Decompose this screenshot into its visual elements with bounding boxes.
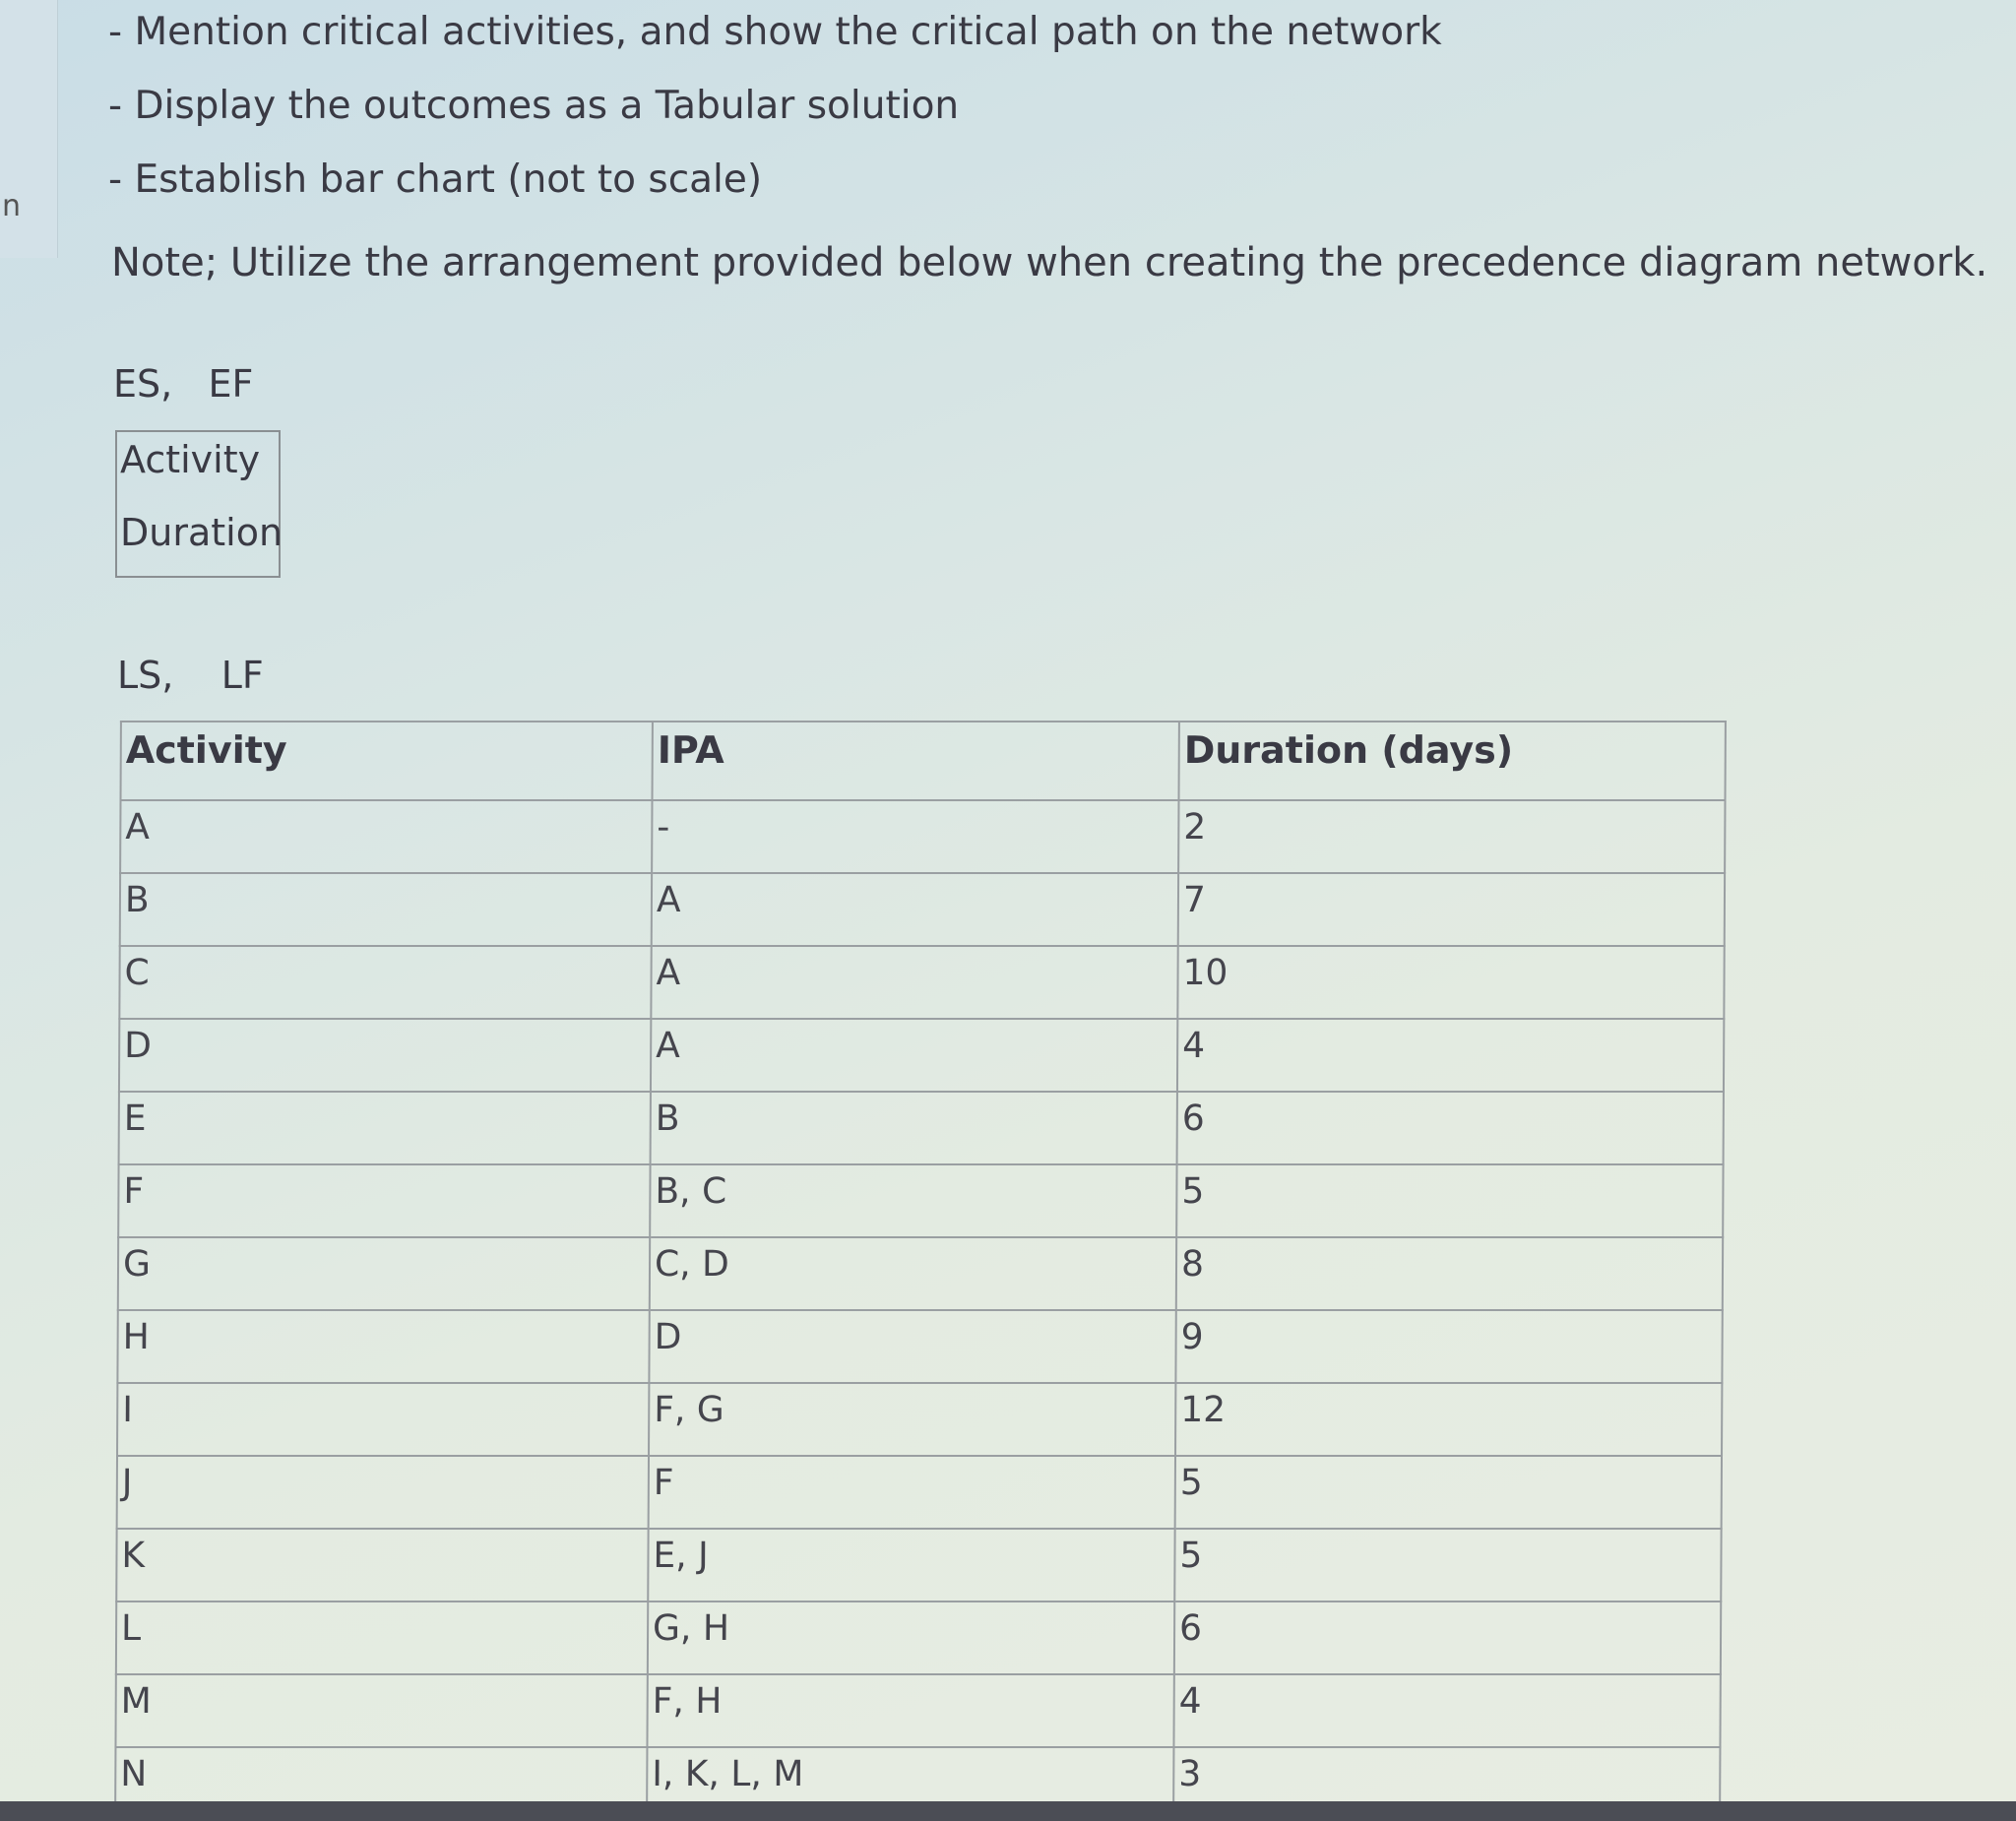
table-row (120, 873, 1725, 946)
instructions-list (108, 10, 1442, 235)
cell-activity: L (116, 1601, 648, 1674)
cell-ipa: I, K, L, M (647, 1747, 1173, 1820)
cell-duration: 5 (1175, 1456, 1722, 1529)
cell-ipa: C, D (650, 1237, 1176, 1310)
cell-ipa: G, H (648, 1601, 1174, 1674)
cell-duration: 9 (1175, 1310, 1722, 1383)
legend-ls-lf: LS, LF (117, 654, 264, 697)
legend-node-box (115, 430, 284, 578)
cell-activity: N (115, 1747, 647, 1820)
table-row (116, 1601, 1721, 1674)
legend-duration-label: Duration (120, 511, 284, 554)
cell-ipa: F, H (647, 1674, 1173, 1747)
cell-ipa: B, C (650, 1164, 1176, 1237)
instruction-critical-path: - Mention critical activities, and show the critical path on the network (108, 10, 1442, 54)
table-row (119, 1092, 1724, 1164)
table-row (120, 800, 1725, 873)
cell-activity: F (118, 1164, 650, 1237)
bottom-bar (0, 1801, 2016, 1821)
cell-duration: 10 (1177, 946, 1724, 1019)
cell-activity: C (119, 946, 651, 1019)
cell-activity: A (120, 800, 652, 873)
cell-activity: H (117, 1310, 649, 1383)
header-duration: Duration (days) (1179, 722, 1726, 800)
cell-ipa: A (652, 873, 1178, 946)
cell-duration: 6 (1177, 1092, 1724, 1164)
left-sidebar-strip (0, 0, 58, 258)
cell-duration: 4 (1173, 1674, 1720, 1747)
cell-ipa: F, G (649, 1383, 1175, 1456)
table-row (115, 1674, 1720, 1747)
cell-ipa: B (651, 1092, 1177, 1164)
table-body (115, 800, 1725, 1820)
cell-activity: B (120, 873, 652, 946)
cell-duration: 8 (1176, 1237, 1723, 1310)
cell-activity: E (119, 1092, 651, 1164)
legend-activity-label: Activity (120, 438, 261, 481)
activity-table (114, 721, 1727, 1821)
legend-es-ef: ES, EF (113, 362, 254, 406)
table-row (119, 946, 1724, 1019)
table-row (117, 1456, 1722, 1529)
cell-activity: I (117, 1383, 649, 1456)
cell-duration: 4 (1177, 1019, 1724, 1092)
cell-ipa: A (651, 946, 1177, 1019)
header-ipa: IPA (653, 722, 1179, 800)
cell-ipa: D (649, 1310, 1175, 1383)
cell-ipa: F (649, 1456, 1175, 1529)
cell-duration: 12 (1175, 1383, 1722, 1456)
header-activity: Activity (121, 722, 653, 800)
cell-ipa: - (652, 800, 1178, 873)
cell-duration: 3 (1173, 1747, 1720, 1820)
note-text: Note; Utilize the arrangement provided below when creating the precedence diagram network. (111, 240, 1988, 285)
table-row (116, 1529, 1721, 1601)
instruction-tabular-solution: - Display the outcomes as a Tabular solution (108, 84, 960, 128)
cell-duration: 7 (1178, 873, 1725, 946)
table-row (118, 1237, 1723, 1310)
cell-activity: G (118, 1237, 650, 1310)
cell-duration: 5 (1174, 1529, 1721, 1601)
cell-activity: M (115, 1674, 647, 1747)
cell-duration: 6 (1174, 1601, 1721, 1674)
table-row (117, 1310, 1722, 1383)
cell-ipa: A (651, 1019, 1177, 1092)
cell-ipa: E, J (648, 1529, 1174, 1601)
cell-duration: 2 (1178, 800, 1725, 873)
table-row (119, 1019, 1724, 1092)
table-header-row (121, 722, 1726, 800)
cell-activity: D (119, 1019, 651, 1092)
table-row (117, 1383, 1722, 1456)
cell-duration: 5 (1176, 1164, 1723, 1237)
cell-activity: J (117, 1456, 649, 1529)
table-row (118, 1164, 1723, 1237)
sidebar-text: n (2, 189, 22, 223)
instruction-bar-chart: - Establish bar chart (not to scale) (108, 157, 763, 202)
cell-activity: K (116, 1529, 648, 1601)
